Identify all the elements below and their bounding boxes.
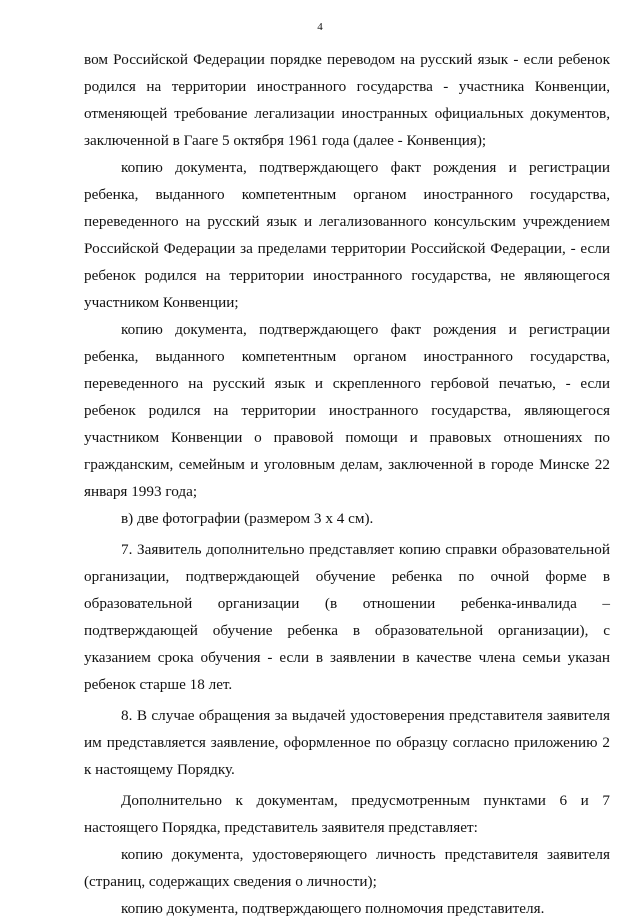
paragraph-representative-id: копию документа, удостоверяющего личность представителя заявителя (страниц, содержащих сведения о личности); xyxy=(84,846,610,890)
paragraph-item-8: 8. В случае обращения за выдачей удостоверения представителя заявителя им представляется заявление, оформленное по образцу согласно приложению 2 к настоящему Порядку. xyxy=(84,707,610,778)
paragraph-convention-translation: вом Российской Федерации порядке переводом на русский язык - если ребенок родился на территории иностранного государства - участника Конвенции, отменяющей требование легализации иностранных официальных документов, заключенной в Гааге 5 октября 1961 года (далее - Конвенция); xyxy=(84,51,610,149)
paragraph-stamped-birth-certificate: копию документа, подтверждающего факт рождения и регистрации ребенка, выданного компетентным органом иностранного государства, переведенного на русский язык и скрепленного гербовой печатью, - если ребенок родился на территории иностранного государства, являющегося участником Конвенции о правовой помощи и правовых отношениях по гражданским, семейным и уголовным делам, заключенной в городе Минске 22 января 1993 года; xyxy=(84,321,610,500)
page-number: 4 xyxy=(317,21,323,33)
paragraph-representative-authority: копию документа, подтверждающего полномочия представителя. xyxy=(121,900,545,917)
paragraph-additional-documents: Дополнительно к документам, предусмотренным пунктами 6 и 7 настоящего Порядка, представитель заявителя представляет: xyxy=(84,792,610,836)
document-body xyxy=(84,46,610,922)
paragraph-item-7: 7. Заявитель дополнительно представляет копию справки образовательной организации, подтверждающей обучение ребенка по очной форме в образовательной организации (в отношении ребенка-инвалида – подтверждающей обучение ребенка в образовательной организации), с указанием срока обучения - если в заявлении в качестве члена семьи указан ребенок старше 18 лет. xyxy=(84,541,610,693)
paragraph-legalized-birth-certificate: копию документа, подтверждающего факт рождения и регистрации ребенка, выданного компетентным органом иностранного государства, переведенного на русский язык и легализованного консульским учреждением Российской Федерации за пределами территории Российской Федерации, - если ребенок родился на территории иностранного государства, не являющегося участником Конвенции; xyxy=(84,159,610,311)
paragraph-photographs: в) две фотографии (размером 3 х 4 см). xyxy=(121,510,374,527)
